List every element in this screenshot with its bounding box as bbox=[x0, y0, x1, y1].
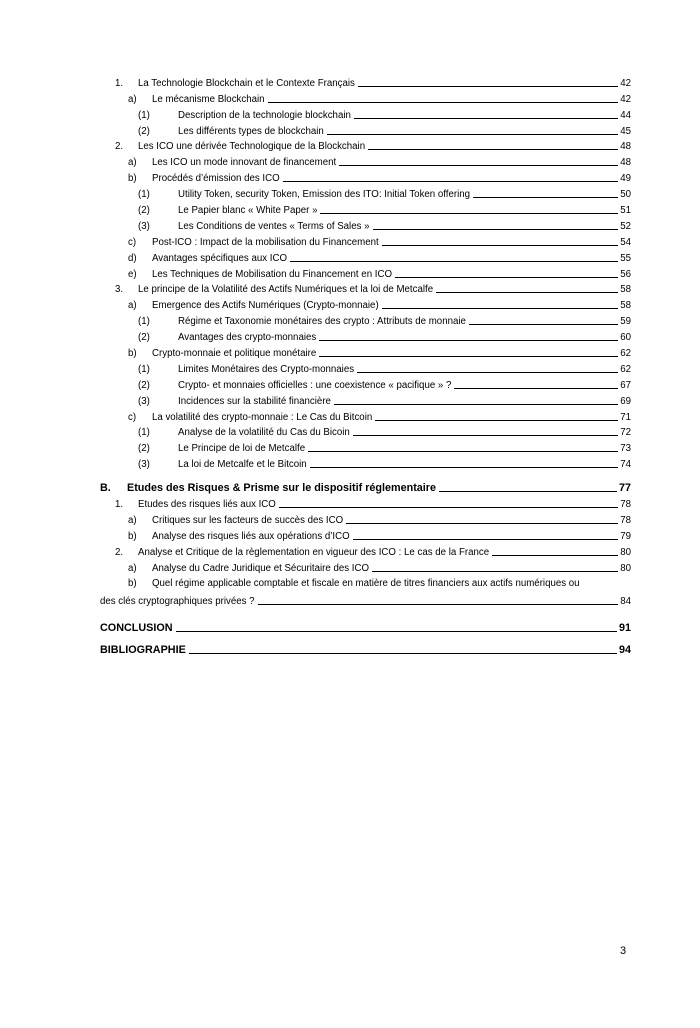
toc-entry-page: 71 bbox=[620, 411, 631, 423]
toc-entry[interactable] bbox=[100, 558, 631, 574]
toc-entry-number: a) bbox=[128, 562, 137, 574]
toc-entry-page: 69 bbox=[620, 395, 631, 407]
toc-entry-title: Crypto- et monnaies officielles : une coexistence « pacifique » ? bbox=[178, 379, 452, 391]
toc-entry[interactable] bbox=[100, 121, 631, 137]
toc-entry-title: CONCLUSION bbox=[100, 621, 173, 634]
toc-entry-number: (2) bbox=[138, 125, 150, 137]
toc-entry-number: (2) bbox=[138, 205, 150, 217]
toc-leader bbox=[346, 523, 618, 524]
toc-entry[interactable] bbox=[100, 423, 631, 439]
toc-leader bbox=[283, 181, 619, 182]
toc-entry-page: 52 bbox=[620, 220, 631, 232]
toc-entry-title: Les différents types de blockchain bbox=[178, 125, 324, 137]
toc-entry-page: 44 bbox=[620, 109, 631, 121]
toc-entry-page: 72 bbox=[620, 427, 631, 439]
toc-entry-title: Avantages spécifiques aux ICO bbox=[152, 252, 287, 264]
toc-entry-title: Utility Token, security Token, Emission des ITO: Initial Token offering bbox=[178, 189, 471, 201]
toc-leader bbox=[492, 555, 618, 556]
toc-entry-page: 91 bbox=[618, 621, 631, 634]
toc-entry-title: Le principe de la Volatilité des Actifs Numériques et la loi de Metcalfe bbox=[138, 284, 434, 296]
toc-entry[interactable] bbox=[100, 327, 631, 343]
toc-leader bbox=[357, 372, 618, 373]
toc-entry-number: 2. bbox=[115, 141, 124, 153]
toc-entry-title: Les ICO une dérivée Technologique de la Blockchain bbox=[138, 141, 366, 153]
toc-entry-number: b) bbox=[128, 173, 137, 185]
toc-entry-page: 54 bbox=[620, 236, 631, 248]
toc-entry[interactable] bbox=[100, 391, 631, 407]
toc-entry-page: 67 bbox=[620, 379, 631, 391]
toc-leader bbox=[368, 149, 618, 150]
toc-entry[interactable] bbox=[100, 407, 631, 423]
toc-entry-number: B. bbox=[100, 482, 111, 495]
toc-bibliography[interactable] bbox=[100, 634, 631, 656]
toc-entry-page: 55 bbox=[620, 252, 631, 264]
toc-entry-title: BIBLIOGRAPHIE bbox=[100, 643, 186, 656]
toc-entry-title: Procédés d’émission des ICO bbox=[152, 173, 280, 185]
toc-entry-page: 84 bbox=[620, 595, 631, 607]
toc-leader bbox=[395, 277, 618, 278]
toc-entry-number: a) bbox=[128, 93, 137, 105]
toc-entry-page: 56 bbox=[620, 268, 631, 280]
toc-entry[interactable] bbox=[100, 105, 631, 121]
toc-entry-title: Régime et Taxonomie monétaires des crypto : Attributs de monnaie bbox=[178, 316, 466, 328]
toc-entry-page: 58 bbox=[620, 300, 631, 312]
toc-entry[interactable] bbox=[100, 216, 631, 232]
toc-leader bbox=[334, 404, 618, 405]
toc-entry-number: (1) bbox=[138, 427, 150, 439]
toc-entry-number: (3) bbox=[138, 395, 150, 407]
toc-entry-page: 78 bbox=[620, 515, 631, 527]
toc-entry-title: Analyse des risques liés aux opérations d’ICO bbox=[152, 530, 350, 542]
toc-entry[interactable] bbox=[100, 438, 631, 454]
toc-entry-title: Emergence des Actifs Numériques (Crypto-monnaie) bbox=[152, 300, 379, 312]
toc-leader bbox=[473, 197, 618, 198]
toc-entry-title: Analyse et Critique de la règlementation en vigueur des ICO : Le cas de la France bbox=[138, 546, 490, 558]
toc-entry-page: 42 bbox=[620, 77, 631, 89]
toc-entry-number: 3. bbox=[115, 284, 124, 296]
toc-entry[interactable] bbox=[100, 375, 631, 391]
toc-entry-title: Description de la technologie blockchain bbox=[178, 109, 351, 121]
toc-leader bbox=[279, 507, 618, 508]
toc-leader bbox=[353, 435, 618, 436]
toc-leader bbox=[189, 653, 617, 654]
toc-entry-number: a) bbox=[128, 157, 137, 169]
toc-entry-title: Crypto-monnaie et politique monétaire bbox=[152, 348, 317, 360]
toc-entry-title: Etudes des Risques & Prisme sur le dispositif réglementaire bbox=[127, 482, 437, 495]
toc-entry-title: Quel régime applicable comptable et fiscale en matière de titres financiers aux actifs numériques ou bbox=[152, 577, 580, 589]
toc-leader bbox=[327, 134, 618, 135]
toc-entry-page: 79 bbox=[620, 530, 631, 542]
toc-entry[interactable] bbox=[100, 264, 631, 280]
toc-entry[interactable] bbox=[100, 542, 631, 558]
toc-entry-title: Critiques sur les facteurs de succès des ICO bbox=[152, 515, 344, 527]
toc-entry-page: 80 bbox=[620, 546, 631, 558]
toc-entry-page: 59 bbox=[620, 316, 631, 328]
toc-entry-number: (2) bbox=[138, 379, 150, 391]
toc-entry-page: 48 bbox=[620, 141, 631, 153]
toc-leader bbox=[176, 631, 617, 632]
toc-entry-title: Post-ICO : Impact de la mobilisation du Financement bbox=[152, 236, 379, 248]
toc-entry-number: (1) bbox=[138, 109, 150, 121]
toc-leader bbox=[372, 571, 618, 572]
toc-entry-page: 45 bbox=[620, 125, 631, 137]
toc-entry-page: 42 bbox=[620, 93, 631, 105]
toc-entry-multiline[interactable] bbox=[100, 574, 631, 607]
toc-entry-page: 94 bbox=[618, 643, 631, 656]
toc-entry-number: 1. bbox=[115, 77, 124, 89]
toc-leader bbox=[268, 102, 619, 103]
toc-entry-number: (3) bbox=[138, 220, 150, 232]
toc-entry[interactable] bbox=[100, 311, 631, 327]
toc-entry-title: La Technologie Blockchain et le Contexte Français bbox=[138, 77, 355, 89]
toc-major-section[interactable] bbox=[100, 470, 631, 494]
toc-entry[interactable] bbox=[100, 168, 631, 184]
toc-entry-page: 78 bbox=[620, 499, 631, 511]
toc-entry[interactable] bbox=[100, 184, 631, 200]
toc-entry-number: b) bbox=[128, 577, 137, 589]
toc-leader bbox=[354, 118, 618, 119]
toc-entry[interactable] bbox=[100, 89, 631, 105]
toc-entry-number: (1) bbox=[138, 189, 150, 201]
toc-leader bbox=[339, 165, 618, 166]
toc-entry-title: Les Techniques de Mobilisation du Financement en ICO bbox=[152, 268, 392, 280]
toc-entry-number: 2. bbox=[115, 546, 124, 558]
toc-entry-title: Les ICO un mode innovant de financement bbox=[152, 157, 337, 169]
toc-entry-title: Incidences sur la stabilité financière bbox=[178, 395, 331, 407]
toc-entry[interactable] bbox=[100, 343, 631, 359]
toc-leader bbox=[353, 539, 619, 540]
toc-entry-number: (2) bbox=[138, 332, 150, 344]
toc-leader bbox=[290, 261, 618, 262]
toc-leader bbox=[310, 467, 619, 468]
toc-entry-number: (1) bbox=[138, 316, 150, 328]
toc-entry-number: b) bbox=[128, 348, 137, 360]
toc-entry[interactable] bbox=[100, 248, 631, 264]
toc-leader bbox=[319, 356, 618, 357]
toc-entry[interactable] bbox=[100, 295, 631, 311]
toc-leader bbox=[373, 229, 619, 230]
toc-entry[interactable] bbox=[100, 73, 631, 89]
toc-leader bbox=[382, 308, 619, 309]
toc-entry-title: La loi de Metcalfe et le Bitcoin bbox=[178, 459, 307, 471]
table-of-contents bbox=[100, 73, 631, 656]
toc-entry[interactable] bbox=[100, 137, 631, 153]
toc-entry-title: Analyse du Cadre Juridique et Sécuritaire des ICO bbox=[152, 562, 370, 574]
toc-entry-number: a) bbox=[128, 515, 137, 527]
toc-entry-page: 62 bbox=[620, 363, 631, 375]
toc-entry-number: a) bbox=[128, 300, 137, 312]
toc-entry-title: Le Principe de loi de Metcalfe bbox=[178, 443, 306, 455]
toc-entry-title: Etudes des risques liés aux ICO bbox=[138, 499, 276, 511]
toc-entry[interactable] bbox=[100, 359, 631, 375]
toc-entry-title: Le mécanisme Blockchain bbox=[152, 93, 265, 105]
toc-entry-title: Le Papier blanc « White Paper » bbox=[178, 205, 318, 217]
toc-entry-number: 1. bbox=[115, 499, 124, 511]
toc-leader bbox=[469, 324, 618, 325]
toc-leader bbox=[454, 388, 618, 389]
toc-entry-page: 49 bbox=[620, 173, 631, 185]
toc-entry-page: 80 bbox=[620, 562, 631, 574]
toc-entry-page: 77 bbox=[618, 482, 631, 495]
toc-entry-number: d) bbox=[128, 252, 137, 264]
toc-entry[interactable] bbox=[100, 280, 631, 296]
toc-entry-title: Les Conditions de ventes « Terms of Sales » bbox=[178, 220, 370, 232]
toc-entry-page: 50 bbox=[620, 189, 631, 201]
toc-leader bbox=[358, 86, 618, 87]
toc-entry-number: (2) bbox=[138, 443, 150, 455]
toc-entry-title-continued: des clés cryptographiques privées ? bbox=[100, 595, 255, 607]
toc-entry[interactable] bbox=[100, 526, 631, 542]
toc-conclusion[interactable] bbox=[100, 607, 631, 634]
toc-entry-title: La volatilité des crypto-monnaie : Le Cas du Bitcoin bbox=[152, 411, 373, 423]
toc-entry-title: Limites Monétaires des Crypto-monnaies bbox=[178, 363, 355, 375]
page-number: 3 bbox=[620, 945, 627, 957]
toc-entry[interactable] bbox=[100, 152, 631, 168]
toc-leader bbox=[439, 491, 617, 492]
toc-leader bbox=[382, 245, 619, 246]
toc-leader bbox=[436, 292, 618, 293]
toc-entry[interactable] bbox=[100, 454, 631, 470]
toc-entry-number: c) bbox=[128, 236, 137, 248]
toc-entry-number: (1) bbox=[138, 363, 150, 375]
toc-entry-page: 58 bbox=[620, 284, 631, 296]
toc-leader bbox=[320, 213, 618, 214]
toc-entry-page: 51 bbox=[620, 205, 631, 217]
toc-entry-number: b) bbox=[128, 530, 137, 542]
toc-entry-page: 74 bbox=[620, 459, 631, 471]
toc-leader bbox=[308, 451, 618, 452]
toc-leader bbox=[258, 604, 619, 605]
toc-leader bbox=[375, 420, 618, 421]
toc-entry[interactable] bbox=[100, 510, 631, 526]
toc-entry-number: e) bbox=[128, 268, 137, 280]
toc-entry[interactable] bbox=[100, 232, 631, 248]
toc-entry[interactable] bbox=[100, 494, 631, 510]
toc-entry-page: 73 bbox=[620, 443, 631, 455]
toc-entry-page: 48 bbox=[620, 157, 631, 169]
toc-entry-title: Analyse de la volatilité du Cas du Bicoin bbox=[178, 427, 350, 439]
toc-leader bbox=[319, 340, 618, 341]
toc-entry-number: (3) bbox=[138, 459, 150, 471]
toc-entry-title: Avantages des crypto-monnaies bbox=[178, 332, 317, 344]
toc-entry-page: 62 bbox=[620, 348, 631, 360]
toc-entry-number: c) bbox=[128, 411, 137, 423]
toc-entry[interactable] bbox=[100, 200, 631, 216]
toc-entry-page: 60 bbox=[620, 332, 631, 344]
